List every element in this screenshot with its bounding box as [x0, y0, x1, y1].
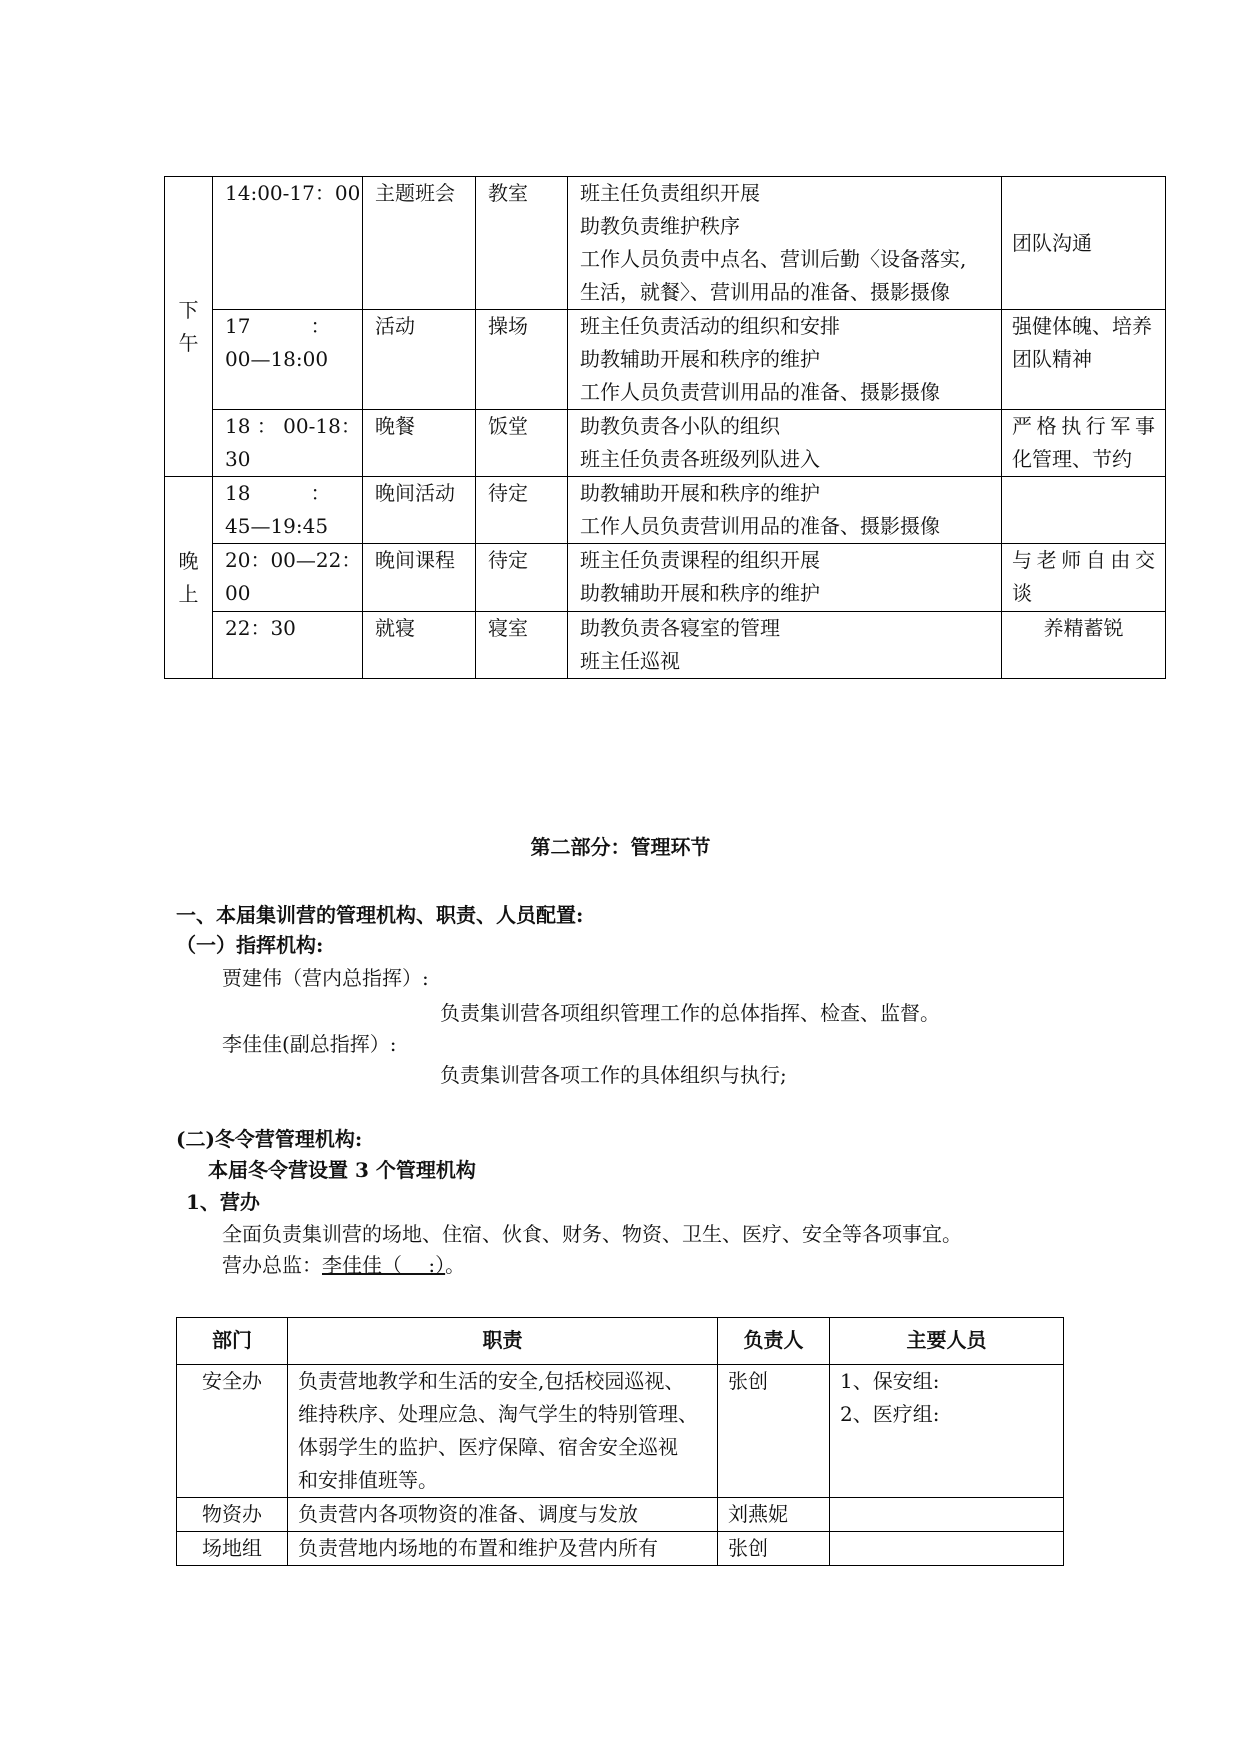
- commander-duty: 负责集训营各项组织管理工作的总体指挥、检查、监督。: [440, 1001, 940, 1025]
- table-row: [165, 544, 1166, 612]
- note-cell: 养精蓄锐: [1002, 612, 1166, 679]
- header-dept: 部门: [177, 1318, 288, 1365]
- commander-name: 贾建伟（营内总指挥）:: [222, 966, 429, 990]
- leader-cell: 张创: [718, 1365, 830, 1498]
- time-cell: 20：00—22： 00: [213, 544, 363, 612]
- vice-commander-duty: 负责集训营各项工作的具体组织与执行;: [440, 1063, 787, 1087]
- place-cell: 待定: [476, 544, 568, 612]
- camp-office-director: [222, 1250, 465, 1280]
- duty-cell: 负责营地教学和生活的安全,包括校园巡视、 维持秩序、处理应急、淘气学生的特别管理、 体弱学生的监护、医疗保障、宿舍安全巡视 和安排值班等。: [288, 1365, 718, 1498]
- item-cell: 活动: [363, 310, 476, 410]
- subheading-command: （一）指挥机构:: [176, 933, 324, 957]
- time-cell: 14:00-17：00: [213, 177, 363, 310]
- time-cell: 17 ： 00—18:00: [213, 310, 363, 410]
- director-end: 。: [445, 1253, 466, 1277]
- director-name: 李佳佳（ :）: [322, 1253, 446, 1277]
- item-cell: 晚间活动: [363, 477, 476, 544]
- place-cell: 饭堂: [476, 410, 568, 477]
- dept-cell: 安全办: [177, 1365, 288, 1498]
- staff-cell: 1、保安组: 2、医疗组:: [830, 1365, 1064, 1498]
- camp-office-desc: 全面负责集训营的场地、住宿、伙食、财务、物资、卫生、医疗、安全等各项事宜。: [222, 1222, 962, 1246]
- item-cell: 主题班会: [363, 177, 476, 310]
- duty-cell: 负责营内各项物资的准备、调度与发放: [288, 1498, 718, 1532]
- section-title: 第二部分：管理环节: [530, 835, 711, 859]
- header-duty: 职责: [288, 1318, 718, 1365]
- leader-cell: 刘燕妮: [718, 1498, 830, 1532]
- table-row: [165, 477, 1166, 544]
- leader-cell: 张创: [718, 1532, 830, 1566]
- note-cell: 与老师自由交 谈: [1002, 544, 1166, 612]
- period-afternoon: 下 午: [165, 177, 213, 477]
- place-cell: 教室: [476, 177, 568, 310]
- place-cell: 操场: [476, 310, 568, 410]
- header-staff: 主要人员: [830, 1318, 1064, 1365]
- table-row: [165, 612, 1166, 679]
- place-cell: 待定: [476, 477, 568, 544]
- heading-management: 一、本届集训营的管理机构、职责、人员配置:: [176, 903, 584, 927]
- director-label: 营办总监：: [222, 1253, 322, 1277]
- subheading-camp-org: (二)冬令营管理机构:: [176, 1127, 363, 1151]
- duties-cell: 助教负责各寝室的管理 班主任巡视: [568, 612, 1002, 679]
- duty-cell: 负责营地内场地的布置和维护及营内所有: [288, 1532, 718, 1566]
- vice-commander-name: 李佳佳(副总指挥）:: [222, 1032, 397, 1056]
- note-cell: 严格执行军事 化管理、节约: [1002, 410, 1166, 477]
- schedule-table: [164, 176, 1166, 679]
- staff-cell: [830, 1532, 1064, 1566]
- staff-cell: [830, 1498, 1064, 1532]
- duties-cell: 班主任负责活动的组织和安排 助教辅助开展和秩序的维护 工作人员负责营训用品的准备、摄影摄像: [568, 310, 1002, 410]
- period-evening: 晚 上: [165, 477, 213, 679]
- duties-cell: 助教辅助开展和秩序的维护 工作人员负责营训用品的准备、摄影摄像: [568, 477, 1002, 544]
- note-cell: [1002, 477, 1166, 544]
- time-cell: 22：30: [213, 612, 363, 679]
- time-cell: 18 ： 00-18： 30: [213, 410, 363, 477]
- header-leader: 负责人: [718, 1318, 830, 1365]
- camp-org-desc: 本届冬令营设置 3 个管理机构: [208, 1158, 476, 1182]
- time-cell: 18 ： 45—19:45: [213, 477, 363, 544]
- item-cell: 就寝: [363, 612, 476, 679]
- note-cell: 团队沟通: [1002, 177, 1166, 310]
- table-row: [177, 1365, 1064, 1498]
- place-cell: 寝室: [476, 612, 568, 679]
- note-cell: 强健体魄、培养 团队精神: [1002, 310, 1166, 410]
- table-row: [165, 177, 1166, 310]
- item-cell: 晚间课程: [363, 544, 476, 612]
- item-camp-office: 1、营办: [186, 1190, 260, 1214]
- item-cell: 晚餐: [363, 410, 476, 477]
- department-table: [176, 1317, 1064, 1566]
- duties-cell: 班主任负责课程的组织开展 助教辅助开展和秩序的维护: [568, 544, 1002, 612]
- table-row: [165, 410, 1166, 477]
- table-row: [177, 1498, 1064, 1532]
- table-header-row: [177, 1318, 1064, 1365]
- duties-cell: 助教负责各小队的组织 班主任负责各班级列队进入: [568, 410, 1002, 477]
- dept-cell: 场地组: [177, 1532, 288, 1566]
- dept-cell: 物资办: [177, 1498, 288, 1532]
- table-row: [165, 310, 1166, 410]
- duties-cell: 班主任负责组织开展 助教负责维护秩序 工作人员负责中点名、营训后勤〈设备落实, 生活，就餐〉、营训用品的准备、摄影摄像: [568, 177, 1002, 310]
- table-row: [177, 1532, 1064, 1566]
